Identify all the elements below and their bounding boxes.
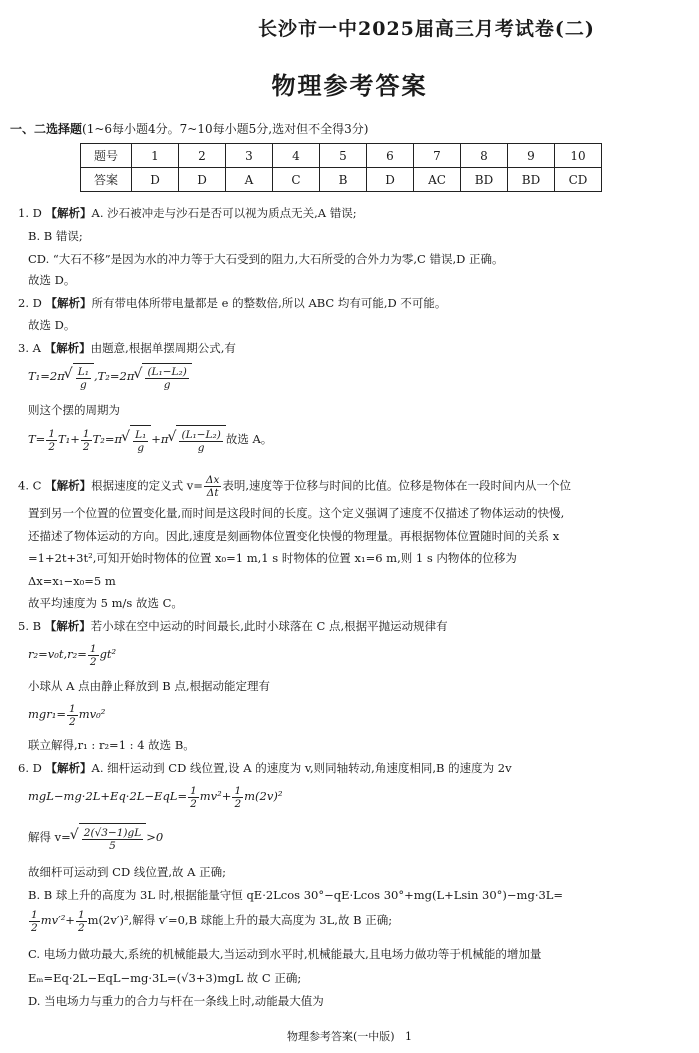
q1-line: B. B 错误; bbox=[28, 229, 83, 243]
section-heading bbox=[10, 120, 368, 137]
question-number: 3 bbox=[226, 144, 273, 168]
answer-cell: CD bbox=[555, 168, 602, 192]
q6-line: Eₘ=Eq·2L−EqL−mg·3L=(√3+3)mgL 故 C 正确; bbox=[28, 971, 302, 985]
answer-table bbox=[80, 143, 602, 192]
q1-line bbox=[18, 205, 357, 221]
q2-line bbox=[18, 295, 446, 311]
page-footer bbox=[0, 1028, 699, 1044]
q2-line: 故选 D。 bbox=[28, 318, 76, 332]
q5-line: 联立解得,r₁ : r₂=1 : 4 故选 B。 bbox=[28, 738, 195, 752]
answer-cell: C bbox=[273, 168, 320, 192]
answer-cell: B bbox=[320, 168, 367, 192]
q5-answer: 5. B bbox=[18, 619, 42, 633]
q6-line: 6. D 【解析】A. 细杆运动到 CD 线位置,设 A 的速度为 v,则同轴转动,角速度相同,B 的速度为 2v bbox=[18, 761, 512, 775]
q1-answer: 1. D bbox=[18, 206, 42, 220]
analysis-tag: 【解析】 bbox=[45, 206, 92, 220]
analysis-tag: 【解析】 bbox=[44, 341, 91, 355]
answer-cell: D bbox=[132, 168, 179, 192]
question-number: 2 bbox=[179, 144, 226, 168]
q1-line: CD. “大石不移”是因为水的冲力等于大石受到的阻力,大石所受的合外力为零,C 错误,D 正确。 bbox=[28, 252, 504, 266]
q1-line: 故选 D。 bbox=[28, 273, 76, 287]
row-label-number: 题号 bbox=[81, 144, 132, 168]
q1-text: A. 沙石被冲走与沙石是否可以视为质点无关,A 错误; bbox=[91, 206, 357, 220]
section-scoring-note: (1~6每小题4分。7~10每小题5分,选对但不全得3分) bbox=[82, 122, 369, 136]
sqrt: √ $\frac{\text{L₁}}{g}$ bbox=[130, 425, 151, 456]
q6-line: 故细杆可运动到 CD 线位置,故 A 正确; bbox=[28, 865, 226, 879]
sqrt: √ $\frac{\text{(L₁−L₂)}}{g}$ bbox=[142, 363, 191, 392]
q4-line: Δx=x₁−x₀=5 m bbox=[28, 574, 116, 588]
answer-cell: A bbox=[226, 168, 273, 192]
question-number: 1 bbox=[132, 144, 179, 168]
section-title: 一、二选择题 bbox=[10, 122, 83, 136]
footer-text: 物理参考答案(一中版) bbox=[286, 1030, 395, 1043]
question-number: 9 bbox=[508, 144, 555, 168]
answer-cell: BD bbox=[508, 168, 555, 192]
q6-answer: 6. D bbox=[18, 761, 42, 775]
q6-line: B. B 球上升的高度为 3L 时,根据能量守恒 qE·2Lcos 30°−qE·Lcos 30°+mg(L+Lsin 30°)−mg·3L= bbox=[28, 888, 564, 902]
q3-line bbox=[18, 340, 236, 356]
q3-formula-period: T= $\frac{1}{2}$ T₁+ $\frac{1}{2}$ T₂=π √ $\frac{\text{L₁}}{g}$ +π √ $\frac{\text{(L₁−L₂)}}{g}$ 故选 A。 bbox=[28, 424, 272, 456]
question-number: 4 bbox=[273, 144, 320, 168]
answer-cell: D bbox=[367, 168, 414, 192]
question-number: 5 bbox=[320, 144, 367, 168]
question-number: 6 bbox=[367, 144, 414, 168]
q3-line: 则这个摆的周期为 bbox=[28, 403, 120, 417]
q6-line: D. 当电场力与重力的合力与杆在一条线上时,动能最大值为 bbox=[28, 994, 324, 1008]
sqrt: √ $\frac{\text{(L₁−L₂)}}{g}$ bbox=[176, 425, 225, 456]
answer-row bbox=[81, 168, 602, 192]
question-number-row bbox=[81, 144, 602, 168]
analysis-tag: 【解析】 bbox=[45, 296, 92, 310]
question-number: 10 bbox=[555, 144, 602, 168]
q5-line: 5. B 【解析】若小球在空中运动的时间最长,此时小球落在 C 点,根据平抛运动规律有 bbox=[18, 619, 448, 633]
sqrt: √ $\frac{\text{L₁}}{g}$ bbox=[73, 363, 94, 392]
answer-cell: AC bbox=[414, 168, 461, 192]
q2-text: 所有带电体所带电量都是 e 的整数倍,所以 ABC 均有可能,D 不可能。 bbox=[91, 296, 447, 310]
question-number: 7 bbox=[414, 144, 461, 168]
q3-answer: 3. A bbox=[18, 341, 41, 355]
q6-formula-velocity: 解得 v= √ $\frac{2(√3-1)gL}{5}$ >0 bbox=[28, 822, 163, 854]
page-number: 1 bbox=[405, 1030, 413, 1043]
exam-title: 长沙市一中2025届高三月考试卷(二) bbox=[258, 18, 595, 40]
document-subtitle: 物理参考答案 bbox=[271, 71, 428, 100]
q6-formula-conservation: $\frac{1}{2}$ mv′²+ $\frac{1}{2}$ m(2v′)²,解得 v′=0,B 球能上升的最大高度为 3L,故 B 正确; bbox=[31, 908, 393, 934]
q4-line: 还描述了物体运动的方向。因此,速度是刻画物体位置变化快慢的物理量。再根据物体位置随时间的关系 x bbox=[28, 529, 560, 543]
q4-line: =1+2t+3t²,可知开始时物体的位置 x₀=1 m,1 s 时物体的位置 x₁=6 m,则 1 s 内物体的位移为 bbox=[28, 551, 517, 565]
q3-text: 由题意,根据单摆周期公式,有 bbox=[90, 341, 236, 355]
row-label-answer: 答案 bbox=[81, 168, 132, 192]
q5-formula-energy: mgr₁= $\frac{1}{2}$ mv₀² bbox=[28, 702, 106, 728]
sqrt: √ $\frac{2(√3-1)gL}{5}$ bbox=[79, 823, 146, 854]
q5-line: 小球从 A 点由静止释放到 B 点,根据动能定理有 bbox=[28, 679, 271, 693]
q2-answer: 2. D bbox=[18, 296, 42, 310]
analysis-tag: 【解析】 bbox=[45, 761, 92, 775]
q5-formula-motion: r₂=v₀t,r₂= $\frac{1}{2}$ gt² bbox=[28, 642, 117, 668]
answer-cell: D bbox=[179, 168, 226, 192]
q6-line: C. 电场力做功最大,系统的机械能最大,当运动到水平时,机械能最大,且电场力做功等于机械能的增加量 bbox=[28, 947, 542, 961]
q4-answer: 4. C bbox=[18, 478, 42, 493]
answer-cell: BD bbox=[461, 168, 508, 192]
analysis-tag: 【解析】 bbox=[45, 478, 92, 493]
question-number: 8 bbox=[461, 144, 508, 168]
q4-line: 置到另一个位置的位置变化量,而时间是这段时间的长度。这个定义强调了速度不仅描述了物体运动的快慢, bbox=[28, 506, 565, 520]
q6-formula-energy: mgL−mg·2L+Eq·2L−EqL= $\frac{1}{2}$ mv²+ $\frac{1}{2}$ m(2v)² bbox=[28, 784, 283, 810]
q3-formula-periods: T₁=2π √ $\frac{\text{L₁}}{g}$ ,T₂=2π √ $\frac{\text{(L₁−L₂)}}{g}$ bbox=[28, 362, 192, 392]
q4-line: 4. C 【解析】根据速度的定义式 v= $\frac{\Delta x}{\Delta t}$ 表明,速度等于位移与时间的比值。位移是物体在一段时间内从一个位 bbox=[18, 474, 572, 499]
q4-line: 故平均速度为 5 m/s 故选 C。 bbox=[28, 596, 183, 610]
analysis-tag: 【解析】 bbox=[44, 619, 91, 633]
